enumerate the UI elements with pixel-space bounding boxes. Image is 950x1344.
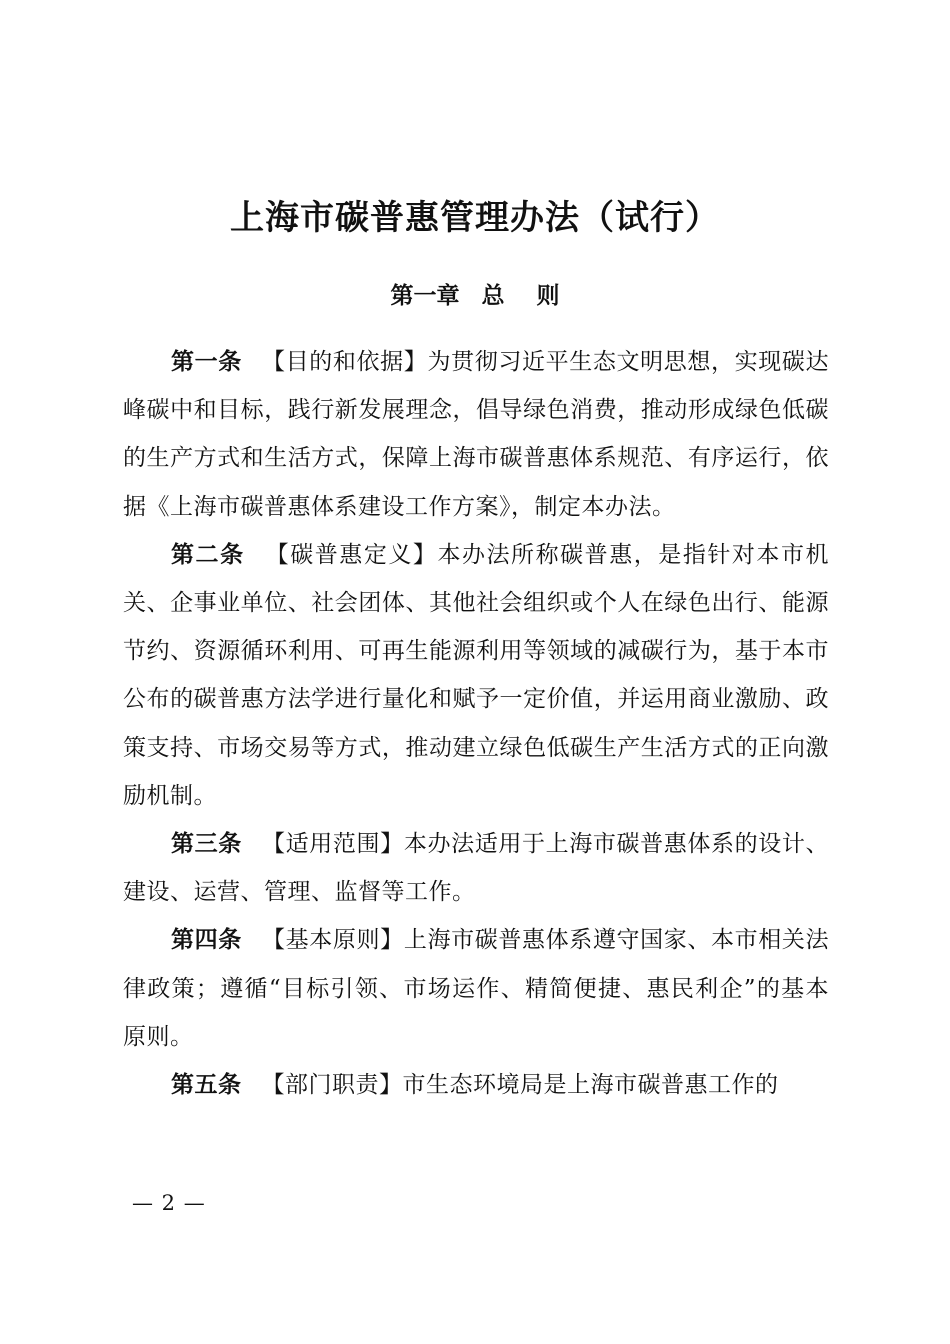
article-text: 本办法所称碳普惠，是指针对本市机关、企事业单位、社会团体、其他社会组织或个人在绿色出行、能源节约、资源循环利用、可再生能源利用等领域的减碳行为，基于本市公布的碳普惠方法学进行量化和赋予一定价值，并运用商业激励、政策支持、市场交易等方式，推动建立绿色低碳生产生活方式的正向激励机制。 — [123, 541, 830, 809]
article-3 — [123, 820, 829, 916]
article-text: 上海市碳普惠体系遵守国家、本市相关法律政策；遵循“目标引领、市场运作、精简便捷、惠民利企”的基本原则。 — [123, 927, 830, 1050]
article-tag: 【目的和依据】 — [261, 349, 428, 375]
article-tag: 【基本原则】 — [261, 927, 404, 954]
article-list — [123, 338, 829, 1109]
document-title: 上海市碳普惠管理办法（试行） — [230, 197, 720, 238]
chapter-label: 第一章 — [390, 282, 460, 309]
article-text: 本办法适用于上海市碳普惠体系的设计、建设、运营、管理、监督等工作。 — [123, 831, 830, 906]
article-1 — [123, 338, 829, 531]
page-number: — 2 — — [132, 1191, 206, 1215]
article-number: 第四条 — [171, 927, 242, 954]
chapter-title-part1: 总 — [481, 282, 505, 309]
chapter-heading — [0, 276, 950, 316]
article-tag: 【适用范围】 — [261, 831, 404, 858]
article-number: 第一条 — [171, 349, 242, 375]
article-4 — [123, 916, 829, 1061]
article-5 — [123, 1061, 829, 1109]
article-number: 第五条 — [171, 1072, 242, 1099]
article-number: 第三条 — [171, 831, 242, 858]
article-tag: 【部门职责】 — [261, 1072, 403, 1099]
article-2 — [123, 531, 829, 820]
article-text: 为贯彻习近平生态文明思想，实现碳达峰碳中和目标，践行新发展理念，倡导绿色消费，推动形成绿色低碳的生产方式和生活方式，保障上海市碳普惠体系规范、有序运行，依据《上海市碳普惠体系建设工作方案》，制定本办法。 — [123, 349, 830, 520]
chapter-title-part2: 则 — [536, 282, 560, 309]
article-text: 市生态环境局是上海市碳普惠工作的 — [402, 1072, 779, 1099]
article-tag: 【碳普惠定义】 — [264, 541, 438, 568]
article-number: 第二条 — [171, 541, 245, 568]
